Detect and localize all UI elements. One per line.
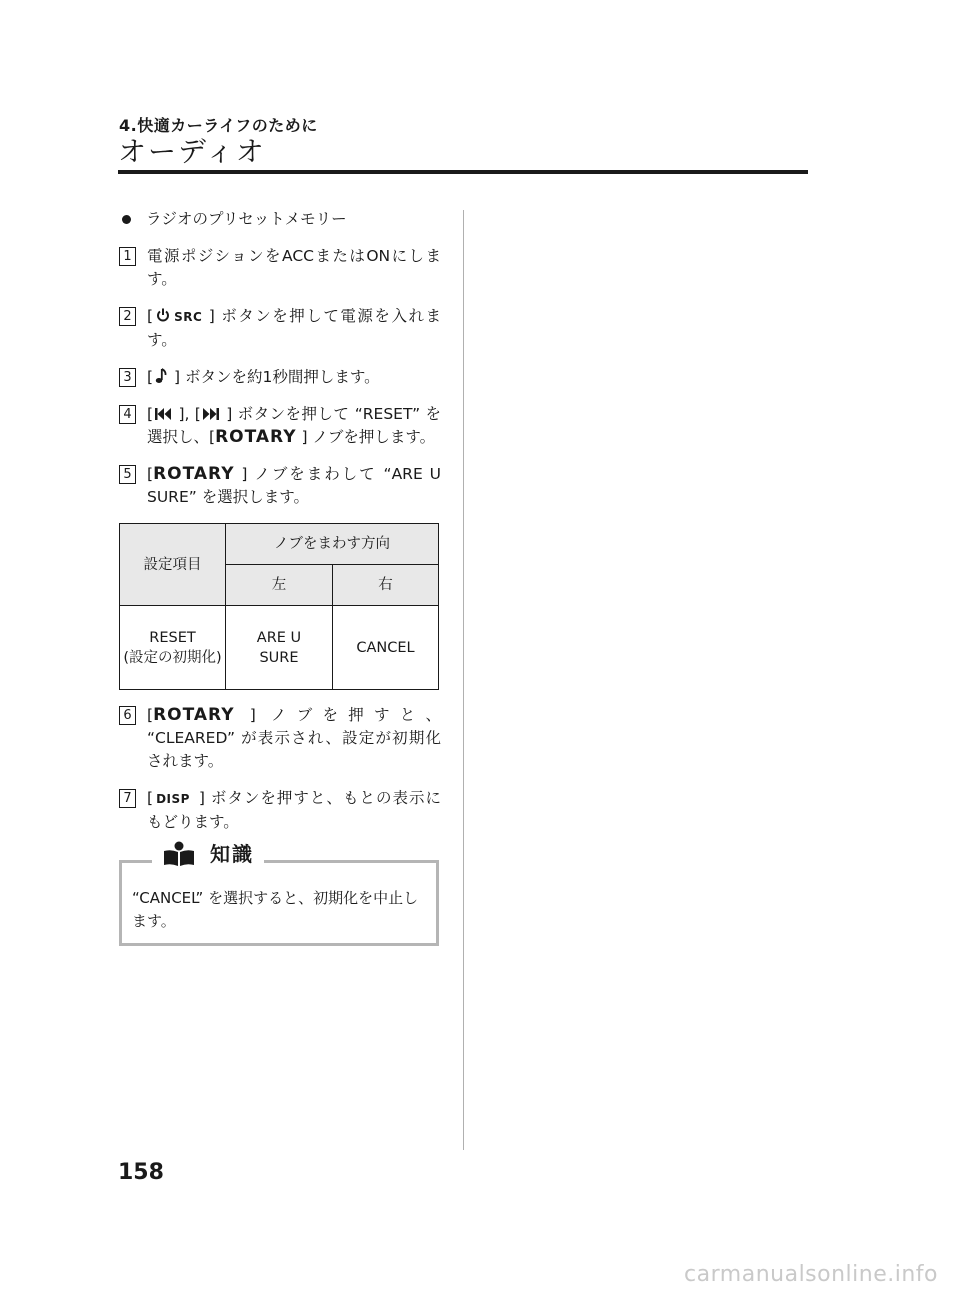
note-box [119,841,439,946]
rotary-knob-label: ROTARY [215,427,297,447]
src-button-label: SRC [174,310,203,324]
note-text: “CANCEL” を選択すると、初期化を中止します。 [132,889,419,930]
step-4 [119,403,441,449]
table-cell-right: CANCEL [333,606,439,690]
step-text: 電源ポジションをACCまたはONにします。 [147,247,441,288]
step-text-rest: ] ボタンを押すと、もとの表示にもどります。 [147,789,441,831]
step-text: [ DISP ] ボタンを押すと、もとの表示にもどります。 [147,789,441,831]
bullet-heading [119,208,441,231]
step-text-part-c: ] ノブを押します。 [296,428,436,446]
step-3 [119,366,441,389]
title-rule [118,170,808,174]
chapter-heading: 4.快適カーライフのために [119,116,318,135]
step-text-rest: ] ボタンを約1秒間押します。 [169,368,380,386]
table-header-item: 設定項目 [120,524,226,606]
step-number: 4 [119,405,136,424]
step-text: [ROTARY ] ノブをまわして “ARE U SURE” を選択します。 [147,464,441,506]
step-number: 5 [119,465,136,484]
table-cell-item: RESET (設定の初期化) [120,606,226,690]
step-7 [119,787,441,834]
step-text-rest: ] ノブを押すと、 “CLEARED” が表示され、設定が初期化されます。 [147,706,441,770]
skip-forward-icon [203,408,219,420]
settings-table [119,523,439,690]
step-text: [ ], [ ] ボタンを押して “RESET” を選択し、[ROTARY ] ノブを押します。 [147,405,441,447]
watermark: carmanualsonline.info [684,1262,938,1287]
bullet-text: ラジオのプリセットメモリー [146,210,347,228]
table-header-direction: ノブをまわす方向 [226,524,439,565]
skip-back-icon [155,408,171,420]
step-6 [119,704,441,773]
book-icon [162,841,196,867]
disp-button-label: DISP [156,792,190,806]
column-divider [463,210,464,1150]
step-text: [ ] ボタンを約1秒間押します。 [147,368,380,386]
step-text: [ROTARY ] ノブを押すと、 “CLEARED” が表示され、設定が初期化されます。 [147,705,441,770]
table-row [120,606,439,690]
table-header-left: 左 [226,565,333,606]
step-text-rest: ] ボタンを押して電源を入れます。 [147,307,441,349]
step-1 [119,245,441,291]
power-icon [156,308,170,322]
step-text-part-b: ] ボタンを押して “RESET” を選択し、[ [147,405,441,446]
rotary-knob-label: ROTARY [153,464,235,484]
note-title: 知識 [210,841,254,866]
bullet-dot-icon [122,215,131,224]
step-2 [119,305,441,352]
step-number: 7 [119,789,136,808]
table-header-right: 右 [333,565,439,606]
step-number: 3 [119,368,136,387]
music-note-icon [155,368,167,384]
page-number: 158 [118,1160,164,1185]
step-text-part-a: ], [ [173,405,201,423]
step-number: 2 [119,307,136,326]
step-number: 1 [119,247,136,266]
section-title: オーディオ [118,135,266,168]
step-number: 6 [119,706,136,725]
step-text-rest: ] ノブをまわして “ARE U SURE” を選択します。 [147,465,441,506]
left-column [119,208,441,946]
step-text: [ SRC ] ボタンを押して電源を入れます。 [147,307,441,349]
step-5 [119,463,441,509]
table-cell-left: ARE U SURE [226,606,333,690]
note-header [152,841,264,867]
rotary-knob-label: ROTARY [153,705,235,725]
